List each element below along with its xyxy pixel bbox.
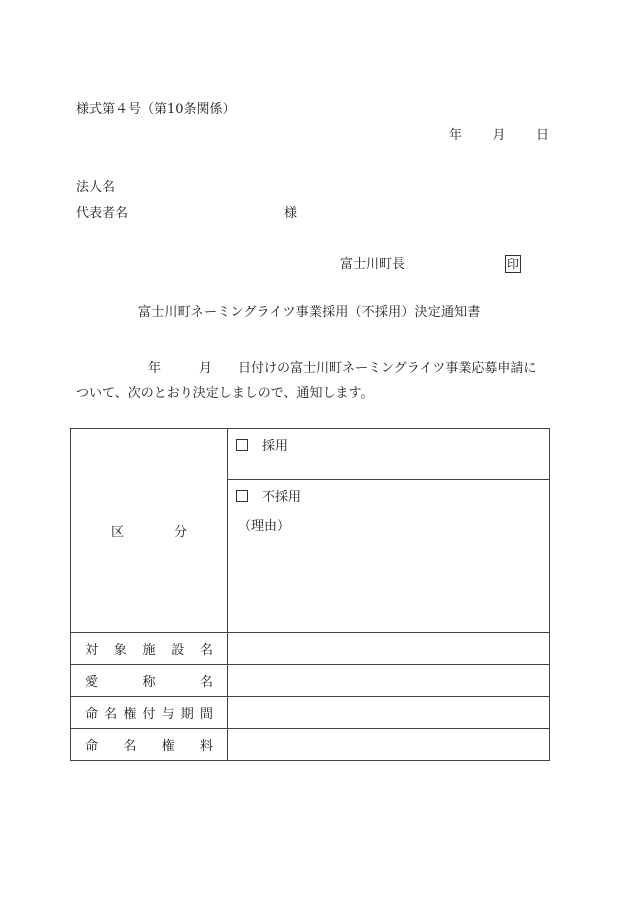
facility-name-value[interactable] <box>228 633 550 665</box>
date-year-label: 年 <box>449 128 463 143</box>
body-paragraph <box>76 356 550 406</box>
date-day-label: 日 <box>535 128 549 143</box>
category-label-cell <box>71 429 228 633</box>
app-month-label: 月 <box>198 361 212 376</box>
issue-date <box>449 128 549 144</box>
issuer-mayor: 富士川町長 <box>340 257 406 272</box>
application-date <box>76 356 212 381</box>
adopt-checkbox[interactable] <box>236 439 248 451</box>
facility-name-label <box>71 633 228 665</box>
reject-label: 不採用 <box>262 490 302 505</box>
category-label: 区 分 <box>111 525 187 540</box>
adopt-option[interactable] <box>228 429 549 454</box>
row-label-chars: 命 名 権 付 与 期 間 <box>85 707 213 722</box>
honorific: 様 <box>284 206 298 221</box>
representative-label: 代表者名 <box>76 206 129 221</box>
reject-option[interactable] <box>228 480 549 505</box>
reject-cell <box>228 480 550 633</box>
adopt-label: 採用 <box>262 439 289 454</box>
body-line-1-text: 日付けの富士川町ネーミングライツ事業応募申請に <box>238 361 537 376</box>
table-row <box>71 633 550 665</box>
reason-label: （理由） <box>238 519 291 534</box>
nickname-value[interactable] <box>228 665 550 697</box>
naming-fee-label <box>71 729 228 761</box>
table-row <box>71 665 550 697</box>
body-line-2: ついて、次のとおり決定しましので、通知します。 <box>76 386 374 401</box>
decision-table <box>70 428 550 761</box>
row-label-chars: 愛 称 名 <box>85 675 213 690</box>
naming-fee-value[interactable] <box>228 729 550 761</box>
adopt-cell <box>228 429 550 480</box>
corp-name-label: 法人名 <box>76 180 116 195</box>
row-label-chars: 対 象 施 設 名 <box>85 643 213 658</box>
table-row <box>71 697 550 729</box>
date-month-label: 月 <box>492 128 506 143</box>
table-row <box>71 429 550 480</box>
reject-checkbox[interactable] <box>236 490 248 502</box>
document-title: 富士川町ネーミングライツ事業採用（不採用）決定通知書 <box>138 305 481 320</box>
naming-period-value[interactable] <box>228 697 550 729</box>
table-row <box>71 729 550 761</box>
body-line-1 <box>76 356 550 381</box>
naming-period-label <box>71 697 228 729</box>
form-number: 様式第４号（第10条関係） <box>76 102 236 117</box>
app-year-label: 年 <box>148 361 162 376</box>
seal-mark: 印 <box>506 257 519 271</box>
nickname-label <box>71 665 228 697</box>
row-label-chars: 命 名 権 料 <box>85 739 213 754</box>
